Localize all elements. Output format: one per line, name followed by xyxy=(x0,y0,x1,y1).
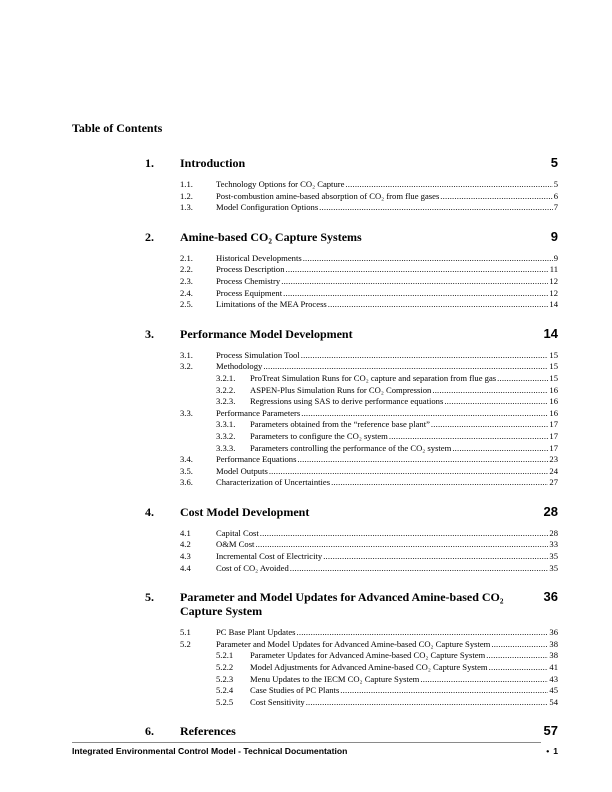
entry-number: 3.2.3. xyxy=(216,396,236,407)
section-page: 5 xyxy=(550,155,558,170)
entry-title: Case Studies of PC Plants xyxy=(250,685,340,696)
section-title: References xyxy=(180,724,236,739)
table-of-contents xyxy=(145,156,558,754)
entry-page: 9 xyxy=(553,252,558,263)
entry-number: 3.3.3. xyxy=(216,442,236,453)
toc-entry[interactable] xyxy=(145,361,558,373)
entry-page: 35 xyxy=(549,551,558,562)
toc-entry[interactable] xyxy=(145,443,558,455)
entry-title: Methodology xyxy=(216,361,263,372)
entry-page: 43 xyxy=(549,673,558,684)
entry-page: 35 xyxy=(549,562,558,573)
toc-entry[interactable] xyxy=(145,264,558,276)
entry-title: Model Configuration Options xyxy=(216,202,319,213)
section-entries xyxy=(145,627,558,708)
dot-leader xyxy=(303,253,553,265)
toc-entry[interactable] xyxy=(145,551,558,563)
section-title: Parameter and Model Updates for Advanced Amine-based CO₂ Capture System xyxy=(180,590,504,619)
dot-leader xyxy=(489,662,549,674)
entry-title: O&M Cost xyxy=(216,539,255,550)
toc-entry[interactable] xyxy=(145,179,558,191)
section-title: Introduction xyxy=(180,156,246,170)
entry-number: 3.1. xyxy=(180,349,193,360)
entry-number: 2.4. xyxy=(180,287,193,298)
dot-leader xyxy=(297,627,549,639)
section-page: 14 xyxy=(543,325,558,341)
section-page: 57 xyxy=(543,723,558,739)
section-number: 2. xyxy=(145,229,154,244)
dot-leader xyxy=(328,299,549,311)
entry-title: Historical Developments xyxy=(216,252,302,263)
toc-entry[interactable] xyxy=(145,674,558,686)
entry-page: 5 xyxy=(553,179,558,189)
entry-number: 5.2 xyxy=(180,638,191,649)
section-entries xyxy=(145,179,558,214)
entry-title: PC Base Plant Updates xyxy=(216,627,296,638)
entry-number: 3.6. xyxy=(180,477,193,488)
entry-page: 54 xyxy=(549,696,558,707)
toc-entry[interactable] xyxy=(145,539,558,551)
dot-leader xyxy=(260,528,549,540)
entry-number: 5.2.5 xyxy=(216,696,234,707)
entry-number: 2.1. xyxy=(180,252,193,263)
dot-leader xyxy=(452,443,548,455)
entry-page: 36 xyxy=(549,627,558,638)
entry-page: 16 xyxy=(549,407,558,418)
entry-number: 2.5. xyxy=(180,299,193,310)
toc-entry[interactable] xyxy=(145,396,558,408)
toc-section xyxy=(145,156,558,214)
entry-title: Limitations of the MEA Process xyxy=(216,299,327,310)
entry-number: 3.3. xyxy=(180,407,193,418)
entry-title: Capital Cost xyxy=(216,527,259,538)
entry-page: 17 xyxy=(549,419,558,430)
entry-title: Model Adjustments for Advanced Amine-based CO₂ Capture System xyxy=(250,662,488,673)
dot-leader xyxy=(340,685,548,697)
entry-number: 3.5. xyxy=(180,465,193,476)
dot-leader xyxy=(255,539,548,551)
toc-entry[interactable] xyxy=(145,528,558,540)
entry-title: Process Equipment xyxy=(216,287,283,298)
toc-entry[interactable] xyxy=(145,408,558,420)
dot-leader xyxy=(301,408,548,420)
dot-leader xyxy=(491,639,548,651)
entry-number: 3.2.1. xyxy=(216,372,236,383)
entry-page: 15 xyxy=(549,349,558,360)
toc-entry[interactable] xyxy=(145,385,558,397)
entry-number: 5.2.2 xyxy=(216,662,234,673)
entry-number: 2.3. xyxy=(180,275,193,286)
dot-leader xyxy=(269,466,549,478)
dot-leader xyxy=(319,202,553,214)
entry-title: Process Simulation Tool xyxy=(216,349,300,360)
entry-number: 4.2 xyxy=(180,539,191,550)
dot-leader xyxy=(323,551,548,563)
toc-entry[interactable] xyxy=(145,650,558,662)
toc-heading: Table of Contents xyxy=(72,121,163,135)
toc-entry[interactable] xyxy=(145,685,558,697)
toc-entry[interactable] xyxy=(145,431,558,443)
toc-entry[interactable] xyxy=(145,454,558,466)
entry-title: Parameters to configure the CO₂ system xyxy=(250,430,388,441)
toc-entry[interactable] xyxy=(145,697,558,709)
entry-title: Menu Updates to the IECM CO₂ Capture System xyxy=(250,673,420,684)
footer-page xyxy=(546,746,558,756)
entry-title: Regressions using SAS to derive performance equations xyxy=(250,396,444,407)
entry-page: 38 xyxy=(549,650,558,661)
section-entries xyxy=(145,350,558,489)
entry-number: 2.2. xyxy=(180,264,193,275)
toc-entry[interactable] xyxy=(145,202,558,214)
page-footer xyxy=(72,746,558,756)
entry-number: 4.3 xyxy=(180,551,191,562)
section-entries xyxy=(145,528,558,574)
entry-title: Parameters obtained from the “reference base plant” xyxy=(250,419,430,430)
toc-section xyxy=(145,505,558,574)
dot-leader xyxy=(420,674,548,686)
dot-leader xyxy=(444,396,548,408)
toc-section xyxy=(145,327,558,489)
entry-title: Process Description xyxy=(216,264,285,275)
entry-page: 15 xyxy=(549,361,558,372)
toc-entry[interactable] xyxy=(145,662,558,674)
entry-page: 17 xyxy=(549,442,558,453)
entry-number: 4.4 xyxy=(180,562,191,573)
entry-title: Process Chemistry xyxy=(216,275,281,286)
entry-page: 16 xyxy=(549,396,558,407)
section-number: 3. xyxy=(145,326,154,341)
entry-page: 11 xyxy=(549,264,558,275)
entry-number: 4.1 xyxy=(180,527,191,538)
entry-title: Cost Sensitivity xyxy=(250,696,305,707)
section-heading[interactable] xyxy=(145,230,558,244)
section-heading[interactable] xyxy=(145,505,558,519)
entry-number: 3.3.2. xyxy=(216,430,236,441)
section-number: 1. xyxy=(145,156,154,170)
entry-title: Parameter Updates for Advanced Amine-based CO₂ Capture System xyxy=(250,650,486,661)
toc-entry[interactable] xyxy=(145,191,558,203)
dot-leader xyxy=(497,373,548,385)
entry-page: 28 xyxy=(549,527,558,538)
entry-number: 1.1. xyxy=(180,179,193,189)
section-title: Performance Model Development xyxy=(180,326,353,341)
entry-number: 1.2. xyxy=(180,190,193,201)
entry-number: 5.1 xyxy=(180,627,191,638)
toc-entry[interactable] xyxy=(145,419,558,431)
section-page: 28 xyxy=(543,503,558,519)
footer-title: Integrated Environmental Control Model - Technical Documentation xyxy=(72,746,348,756)
section-page: 9 xyxy=(550,228,558,244)
dot-leader xyxy=(286,264,549,276)
section-title: Amine-based CO₂ Capture Systems xyxy=(180,229,362,244)
toc-entry[interactable] xyxy=(145,563,558,575)
section-entries xyxy=(145,253,558,311)
entry-number: 3.2. xyxy=(180,361,193,372)
entry-page: 6 xyxy=(553,190,558,201)
entry-number: 3.3.1. xyxy=(216,419,236,430)
section-page: 36 xyxy=(543,589,558,605)
entry-page: 17 xyxy=(549,430,558,441)
toc-section xyxy=(145,724,558,738)
section-heading[interactable] xyxy=(145,590,558,618)
entry-title: ProTreat Simulation Runs for CO₂ capture and separation from flue gas xyxy=(250,372,497,383)
toc-entry[interactable] xyxy=(145,639,558,651)
entry-number: 5.2.3 xyxy=(216,673,234,684)
section-heading[interactable] xyxy=(145,327,558,341)
entry-page: 7 xyxy=(553,202,558,213)
toc-section xyxy=(145,590,558,708)
entry-title: Performance Equations xyxy=(216,454,297,465)
dot-leader xyxy=(290,563,549,575)
entry-page: 27 xyxy=(549,477,558,488)
entry-number: 3.2.2. xyxy=(216,384,236,395)
toc-entry[interactable] xyxy=(145,253,558,265)
dot-leader xyxy=(263,361,548,373)
entry-page: 15 xyxy=(549,372,558,383)
entry-page: 16 xyxy=(549,384,558,395)
entry-title: Cost of CO₂ Avoided xyxy=(216,562,289,573)
entry-number: 3.4. xyxy=(180,454,193,465)
dot-leader xyxy=(345,179,552,191)
toc-entry[interactable] xyxy=(145,466,558,478)
section-heading[interactable] xyxy=(145,156,558,170)
toc-entry[interactable] xyxy=(145,350,558,362)
entry-title: Parameters controlling the performance of the CO₂ system xyxy=(250,442,452,453)
entry-title: Technology Options for CO₂ Capture xyxy=(216,179,345,189)
entry-title: Incremental Cost of Electricity xyxy=(216,551,323,562)
entry-number: 1.3. xyxy=(180,202,193,213)
dot-leader xyxy=(301,350,549,362)
dot-leader xyxy=(297,454,548,466)
entry-page: 24 xyxy=(549,465,558,476)
dot-leader xyxy=(432,385,548,397)
entry-title: Post-combustion amine-based absorption of CO₂ from flue gases xyxy=(216,190,440,201)
section-number: 6. xyxy=(145,724,154,739)
toc-entry[interactable] xyxy=(145,276,558,288)
entry-title: ASPEN-Plus Simulation Runs for CO₂ Compression xyxy=(250,384,432,395)
entry-page: 14 xyxy=(549,299,558,310)
entry-page: 12 xyxy=(549,275,558,286)
entry-page: 38 xyxy=(549,638,558,649)
entry-page: 45 xyxy=(549,685,558,696)
toc-entry[interactable] xyxy=(145,288,558,300)
toc-section xyxy=(145,230,558,311)
entry-title: Characterization of Uncertainties xyxy=(216,477,331,488)
entry-title: Performance Parameters xyxy=(216,407,301,418)
entry-title: Model Outputs xyxy=(216,465,268,476)
toc-entry[interactable] xyxy=(145,373,558,385)
dot-leader xyxy=(281,276,548,288)
entry-page: 41 xyxy=(549,662,558,673)
section-heading[interactable] xyxy=(145,724,558,738)
bullet-icon: • xyxy=(546,746,550,756)
entry-page: 33 xyxy=(549,539,558,550)
entry-number: 5.2.4 xyxy=(216,685,234,696)
toc-entry[interactable] xyxy=(145,627,558,639)
entry-page: 12 xyxy=(549,287,558,298)
dot-leader xyxy=(486,650,548,662)
dot-leader xyxy=(283,288,548,300)
entry-title: Parameter and Model Updates for Advanced Amine-based CO₂ Capture System xyxy=(216,638,491,649)
toc-entry[interactable] xyxy=(145,477,558,489)
section-number: 5. xyxy=(145,590,154,605)
footer-rule xyxy=(72,742,541,743)
dot-leader xyxy=(306,697,549,709)
entry-page: 23 xyxy=(549,454,558,465)
entry-number: 5.2.1 xyxy=(216,650,234,661)
dot-leader xyxy=(440,191,552,203)
dot-leader xyxy=(431,419,549,431)
section-number: 4. xyxy=(145,504,154,519)
dot-leader xyxy=(389,431,549,443)
toc-entry[interactable] xyxy=(145,299,558,311)
dot-leader xyxy=(331,477,548,489)
section-title: Cost Model Development xyxy=(180,504,310,519)
footer-page-number: 1 xyxy=(553,746,558,756)
